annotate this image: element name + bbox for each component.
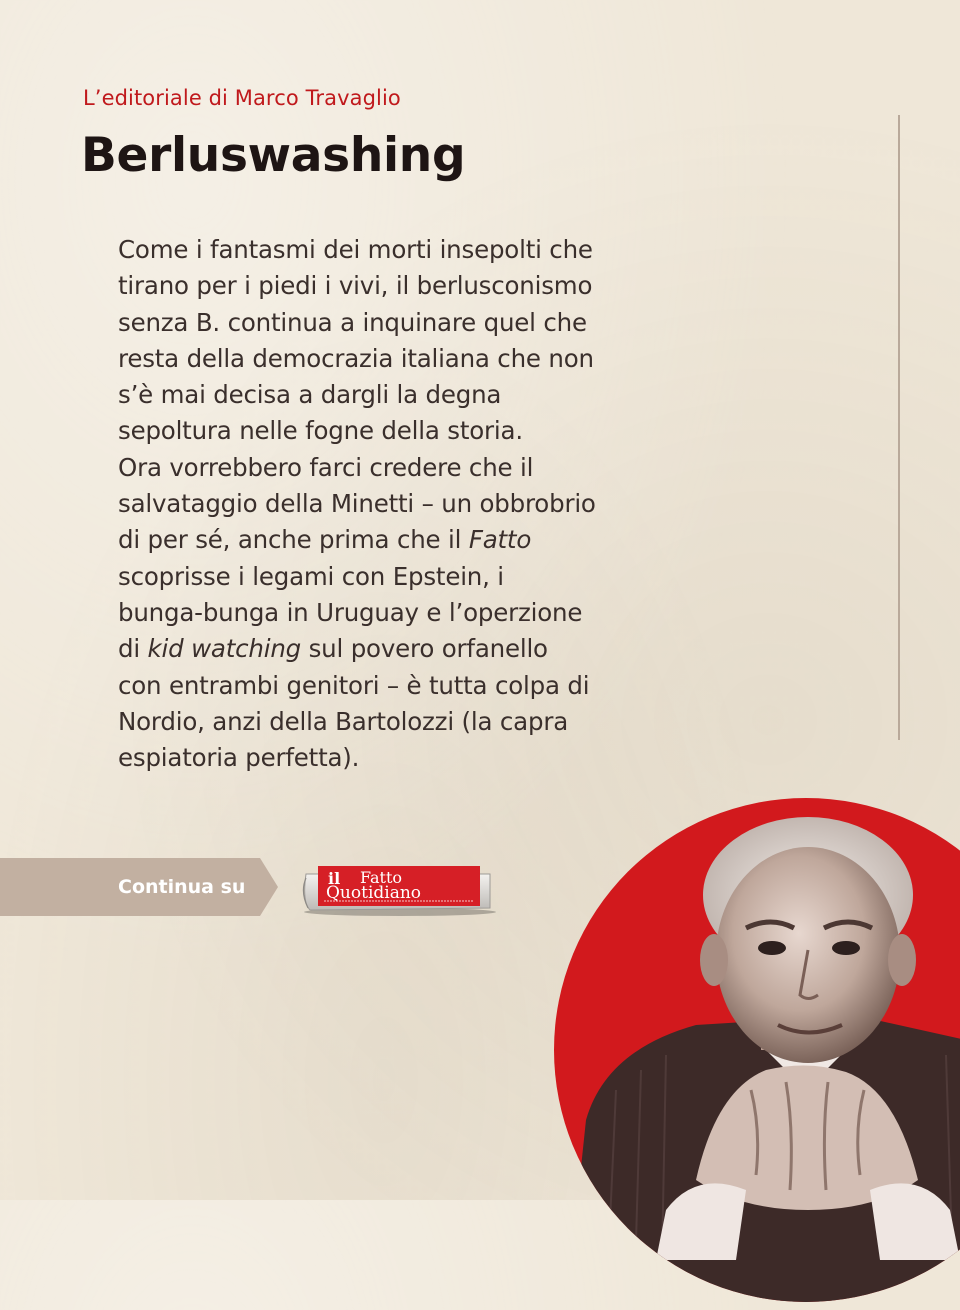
il-fatto-quotidiano-logo[interactable] bbox=[300, 862, 498, 916]
logo-quotidiano: Quotidiano bbox=[326, 883, 422, 903]
body-line: salvataggio della Minetti – un obbrobrio bbox=[118, 489, 596, 519]
body-line: resta della democrazia italiana che non bbox=[118, 343, 594, 373]
continua-su-label[interactable]: Continua su bbox=[118, 876, 246, 898]
body-line: Nordio, anzi della Bartolozzi (la capra bbox=[118, 706, 569, 736]
vertical-divider bbox=[898, 115, 900, 740]
body-line: espiatoria perfetta). bbox=[118, 743, 360, 773]
body-line: di kid watching sul povero orfanello bbox=[118, 634, 548, 664]
body-line: di per sé, anche prima che il Fatto bbox=[118, 525, 532, 555]
italic-fatto: Fatto bbox=[468, 525, 532, 555]
body-line: con entrambi genitori – è tutta colpa di bbox=[118, 670, 590, 700]
italic-kid-watching: kid watching bbox=[147, 634, 302, 664]
body-line: sepoltura nelle fogne della storia. bbox=[118, 416, 523, 446]
author-portrait bbox=[546, 790, 960, 1310]
body-line: senza B. continua a inquinare quel che bbox=[118, 307, 587, 337]
body-line: Come i fantasmi dei morti insepolti che bbox=[118, 235, 593, 264]
body-line: tirano per i piedi i vivi, il berlusconismo bbox=[118, 271, 593, 301]
body-line: s’è mai decisa a dargli la degna bbox=[118, 380, 502, 410]
body-line: Ora vorrebbero farci credere che il bbox=[118, 452, 534, 482]
logo-il: il bbox=[328, 869, 341, 888]
article-body bbox=[118, 232, 698, 776]
editorial-kicker: L’editoriale di Marco Travaglio bbox=[83, 86, 401, 110]
body-line: bunga-bunga in Uruguay e l’operzione bbox=[118, 597, 583, 627]
logo-fatto: Fatto bbox=[360, 868, 403, 887]
body-line: scoprisse i legami con Epstein, i bbox=[118, 561, 504, 591]
article-title: Berluswashing bbox=[81, 128, 466, 183]
